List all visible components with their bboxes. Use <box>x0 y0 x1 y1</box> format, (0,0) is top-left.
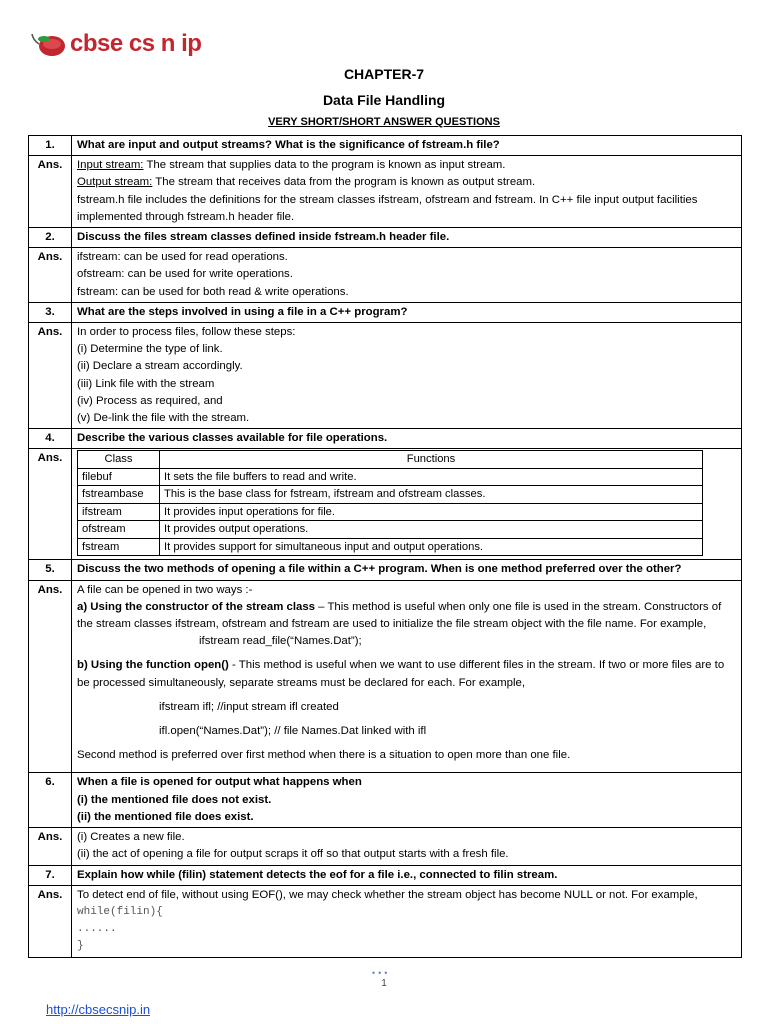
section-subtitle: VERY SHORT/SHORT ANSWER QUESTIONS <box>268 116 500 128</box>
answer-row <box>29 156 742 228</box>
site-logo <box>30 24 210 64</box>
page-title: Data File Handling <box>322 92 446 108</box>
question-number: 4. <box>29 429 72 449</box>
answer-label: Ans. <box>29 248 72 303</box>
answer-row <box>29 885 742 957</box>
column-header-functions: Functions <box>160 451 703 469</box>
method-constructor-label: a) Using the constructor of the stream class <box>77 600 315 613</box>
footer-website-link[interactable]: http://cbsecsnip.in <box>46 1002 151 1017</box>
page-number: 1 <box>381 978 387 989</box>
answer-label: Ans. <box>29 156 72 228</box>
question-row <box>29 228 742 248</box>
class-cell: ifstream <box>78 503 160 521</box>
question-text: Discuss the two methods of opening a file within a C++ program. When is one method preferred over the other? <box>72 560 742 580</box>
question-number: 1. <box>29 136 72 156</box>
answer-text <box>72 449 742 560</box>
page-dots-icon: ••• <box>372 968 391 978</box>
question-row <box>29 429 742 449</box>
question-number: 7. <box>29 865 72 885</box>
answer-text: A file can be opened in two ways :- a) Using the constructor of the stream class – This method is useful when only one file is used in the stream. Constructors of the stream classes ifstream, ofstream and fstream are used to initialize the file stream object with the file name. For example, ifstream read_file(“Names.Dat”); b) Using the function open() - This method is useful when we want to use different files in the stream. If two or more files are to be processed simultaneously, separate streams must be declared for each. For example, ifstream ifl; //input stream ifl created ifl.open(“Names.Dat”); // file Names.Dat linked with ifl Second method is preferred over first method when there is a situation to open more than one file. <box>72 580 742 773</box>
class-cell: filebuf <box>78 468 160 486</box>
question-text: What are the steps involved in using a file in a C++ program? <box>72 302 742 322</box>
answer-text: To detect end of file, without using EOF(), we may check whether the stream object has become NULL or not. For example, while(filin){ ...... } <box>72 885 742 957</box>
file-classes-table <box>77 450 703 556</box>
output-stream-label: Output stream: <box>77 176 153 189</box>
code-line: while(filin){ <box>77 905 163 918</box>
question-text: When a file is opened for output what happens when (i) the mentioned file does not exist. (ii) the mentioned file does exist. <box>72 773 742 828</box>
class-cell: ofstream <box>78 521 160 539</box>
class-cell: fstream <box>78 538 160 556</box>
question-row <box>29 302 742 322</box>
question-number: 2. <box>29 228 72 248</box>
function-cell: This is the base class for fstream, ifstream and ofstream classes. <box>160 486 703 504</box>
question-row <box>29 136 742 156</box>
question-text: What are input and output streams? What is the significance of fstream.h file? <box>72 136 742 156</box>
table-row <box>78 486 703 504</box>
class-cell: fstreambase <box>78 486 160 504</box>
code-line: } <box>77 940 84 953</box>
function-cell: It provides support for simultaneous input and output operations. <box>160 538 703 556</box>
code-example: ifstream read_file(“Names.Dat”); <box>199 635 362 648</box>
table-row <box>78 538 703 556</box>
answer-row <box>29 323 742 429</box>
chapter-heading: CHAPTER-7 <box>343 66 425 82</box>
table-row <box>78 503 703 521</box>
question-row <box>29 560 742 580</box>
table-row <box>78 521 703 539</box>
answer-row <box>29 248 742 303</box>
answer-label: Ans. <box>29 885 72 957</box>
table-header-row <box>78 451 703 469</box>
answer-label: Ans. <box>29 580 72 773</box>
column-header-class: Class <box>78 451 160 469</box>
answer-text: In order to process files, follow these steps: (i) Determine the type of link. (ii) Declare a stream accordingly. (iii) Link file with the stream (iv) Process as required, and (v) De-link the file with the stream. <box>72 323 742 429</box>
question-text: Describe the various classes available for file operations. <box>72 429 742 449</box>
function-cell: It provides input operations for file. <box>160 503 703 521</box>
answer-text: ifstream: can be used for read operations. ofstream: can be used for write operations. fstream: can be used for both read & write operations. <box>72 248 742 303</box>
question-number: 6. <box>29 773 72 828</box>
function-cell: It sets the file buffers to read and write. <box>160 468 703 486</box>
answer-text: Input stream: The stream that supplies data to the program is known as input stream. Output stream: The stream that receives data from the program is known as output stream. fstream.h file includes the definitions for the stream classes ifstream, ofstream and fstream. In C++ file input output facilities implemented through fstream.h header file. <box>72 156 742 228</box>
question-number: 5. <box>29 560 72 580</box>
answer-row <box>29 580 742 773</box>
answer-label: Ans. <box>29 828 72 865</box>
answer-label: Ans. <box>29 449 72 560</box>
input-stream-label: Input stream: <box>77 159 144 172</box>
method-open-label: b) Using the function open() <box>77 659 229 672</box>
function-cell: It provides output operations. <box>160 521 703 539</box>
answer-label: Ans. <box>29 323 72 429</box>
question-text: Discuss the files stream classes defined inside fstream.h header file. <box>72 228 742 248</box>
logo-mouse-icon <box>30 30 68 60</box>
question-number: 3. <box>29 302 72 322</box>
question-row <box>29 773 742 828</box>
code-line: ...... <box>77 923 117 936</box>
table-row <box>78 468 703 486</box>
answer-text: (i) Creates a new file. (ii) the act of opening a file for output scraps it off so that output starts with a fresh file. <box>72 828 742 865</box>
answer-row <box>29 449 742 560</box>
qa-table <box>28 135 742 958</box>
code-example: ifl.open(“Names.Dat”); // file Names.Dat linked with ifl <box>159 725 427 738</box>
code-example: ifstream ifl; //input stream ifl created <box>159 700 339 713</box>
question-row <box>29 865 742 885</box>
answer-row <box>29 828 742 865</box>
question-text: Explain how while (filin) statement detects the eof for a file i.e., connected to filin stream. <box>72 865 742 885</box>
logo-text: cbse cs n ip <box>70 30 202 57</box>
